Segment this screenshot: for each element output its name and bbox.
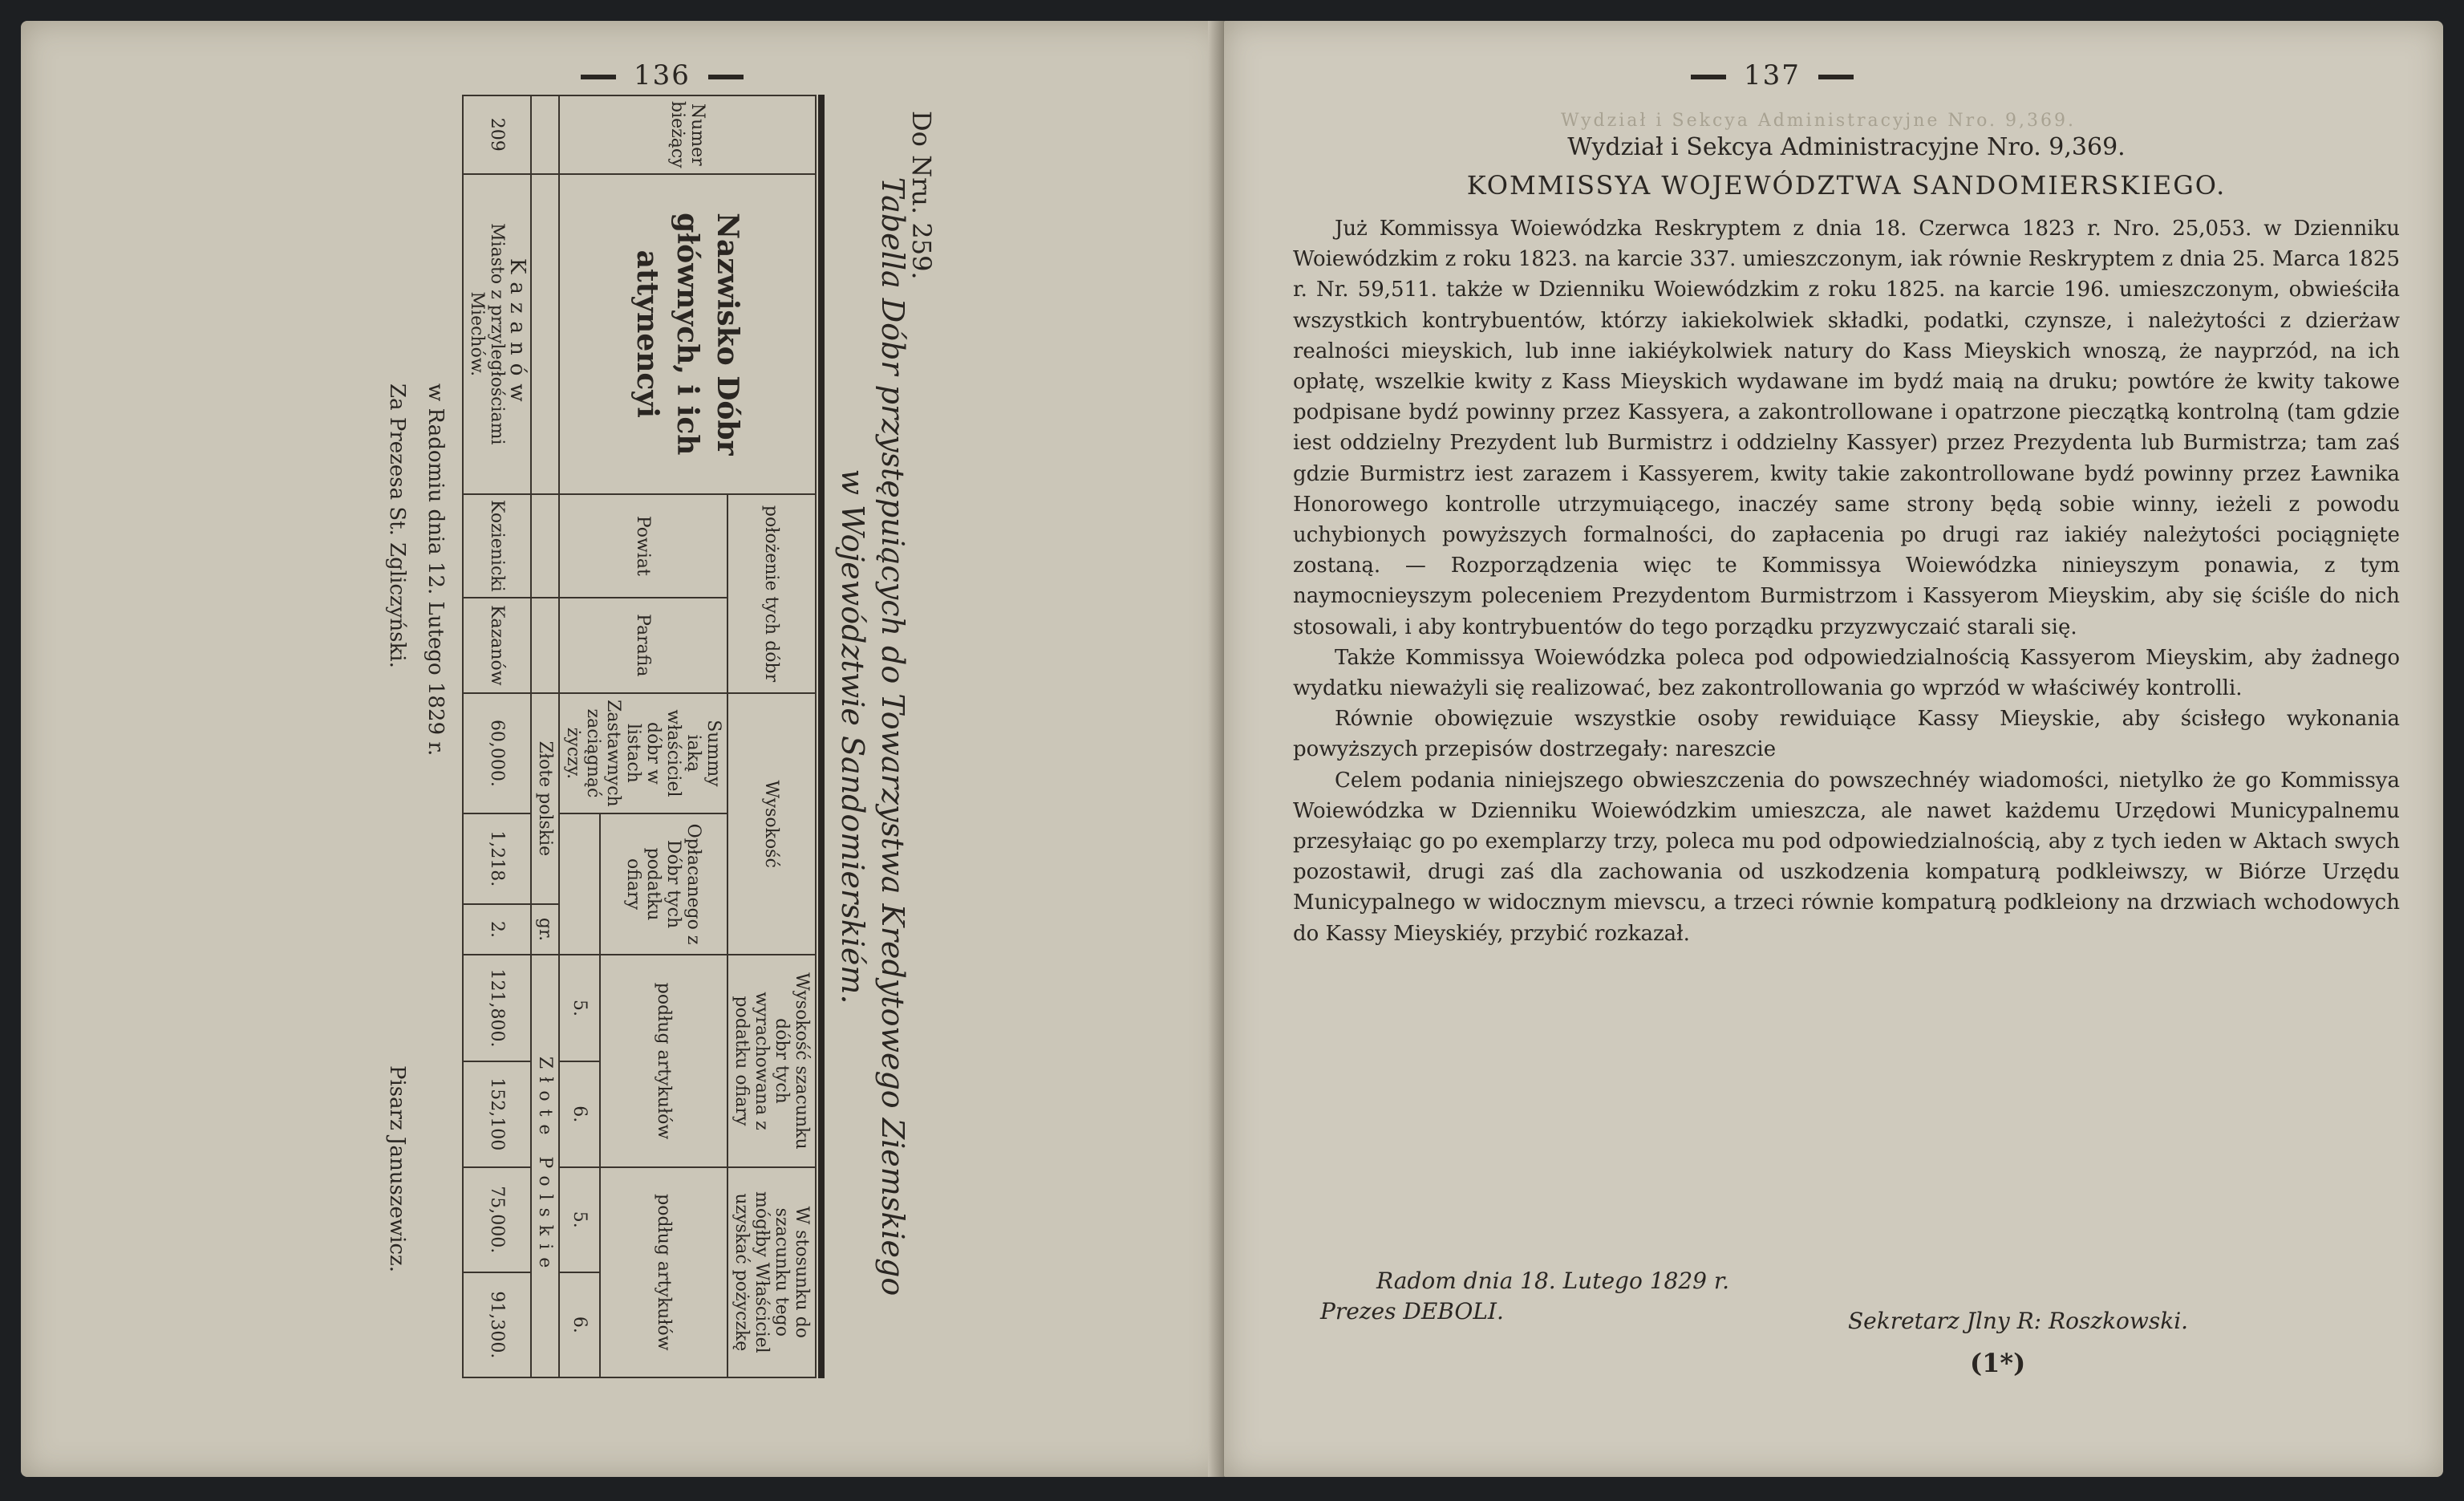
header-numer: Numer bieżący [559,95,816,174]
estates-table [462,95,817,1378]
header-summy: Summy iaką właściciel dóbr w listach Zastawnych zaciągnąć życzy. [559,693,727,813]
header-w-stosunku: W stosunku do szacunku tego mógłby Właściciel uzyskać pożyczkę [727,1167,816,1377]
signature-sekretarz: Sekretarz Jlny R: Roszkowski. [1848,1308,2189,1334]
page-number-dash [708,75,744,79]
header-podlug-5: podług artykułów [600,955,727,1166]
paragraph: Celem podania niniejszego obwieszczenia do powszechnéy wiadomości, nietylko że go Kommissya Woiewódzka w Dzienniku Woiewódzkim umieszcza, ale nawet każdemu Urzędowi Municypalnemu przesyłaiąc go po exemplarzy trzy, poleca mu pod odpowiedzialnością, aby z tych ieden w Aktach swych pozostawił, drugi zaś dla zachowania od uszkodzenia kompaturą podkleiwszy, w Biórze Urzędu Municypalnego w widocznym mievscu, a trzeci równie kompaturą podkleiony na drzwiach wchodowych do Kassy Mieyskiéy, przybić rozkazał. [1293,768,2400,946]
cell-powiat: Kozienicki [463,494,531,598]
units-gr: gr. [531,904,559,955]
paragraph: Także Kommissya Woiewódzka poleca pod odpowiedzialnością Kassyerom Mieyskim, aby żadnego wydatku nieważyli się realizować, bez zakontrollowania go wprzód w właściwéy kontrolli. [1293,645,2400,701]
left-page-number: 136 [563,59,761,91]
paragraph: Równie obowięzuie wszystkie osoby rewiduiące Kassy Mieyskie, aby ścisłego wykonania powyższych przepisów dostrzegały: nareszcie [1293,707,2400,762]
header-art-6b: 6. [559,1272,600,1377]
header-art-5b: 5. [559,1167,600,1272]
units-zlote-polskie: Złote Polskie [531,955,559,1377]
cell-estate: Kazanów Miasto z przyległościami Miechów. [463,174,531,494]
table-reference: Do Nru. 259. [906,111,937,280]
bleed-through-text: Wydział i Sekcya Administracyjne Nro. 9,369. [1561,111,2076,131]
table-title-line2: w Województwie Sandomierskiém. [835,469,870,1004]
header-empty [559,813,600,955]
section-header: Wydział i Sekcya Administracyjne Nro. 9,369. [1567,133,2126,161]
table-title [833,95,913,1378]
cell-szacunek-6: 152,100 [463,1061,531,1167]
cell-nr: 209 [463,95,531,174]
right-page [1224,21,2443,1477]
footer-place-date: w Radomiu dnia 12. Lutego 1829 r. [424,383,448,757]
right-page-number: 137 [1673,59,1871,91]
cell-pozyczka-6: 91,300. [463,1272,531,1377]
header-art-5a: 5. [559,955,600,1061]
page-number-dash [1818,75,1854,79]
units-empty [531,174,559,494]
footer-prezes: Za Prezesa St. Zgliczyński. [385,383,409,668]
units-empty [531,494,559,598]
signature-prezes: Prezes DEBOLI. [1320,1298,1504,1325]
header-nazwisko: Nazwisko Dóbr głównych, i ich attynencyi [559,174,816,494]
cell-podatek-gr: 2. [463,904,531,955]
cell-pozyczka-5: 75,000. [463,1167,531,1272]
header-parafia: Parafia [559,598,727,693]
table-title-line1: Tabella Dóbr przystępuiących do Towarzystwa Kredytowego Ziemskiego [875,176,910,1296]
units-empty [531,95,559,174]
header-oplacanego: Opłacanego z Dóbr tych podatku ofiary [600,813,727,955]
units-empty [531,598,559,693]
page-number-dash [581,75,616,79]
page-number-dash [1691,75,1726,79]
signature-mark: (1*) [1970,1348,2026,1378]
header-powiat: Powiat [559,494,727,598]
cell-summa: 60,000. [463,693,531,813]
header-polozenie: położenie tych dóbr [727,494,816,693]
header-art-6a: 6. [559,1061,600,1167]
paragraph: Już Kommissya Woiewódzka Reskryptem z dnia 18. Czerwca 1823 r. Nro. 25,053. w Dzienniku Woiewódzkim z roku 1823. na karcie 337. umieszczonym, iak równie Reskryptem z dnia 25. Marca 1825 r. Nr. 59,511. także w Dzienniku Woiewódzkim z roku 1825. na karcie 196. umieszczonym, obwieściła wszystkich kontrybuentów, którzy iakiekolwiek składki, podatki, czynsze, i należytości z dzierżaw realności mieyskich, lub inne iakiéykolwiek natury do Kass Mieyskich wnoszą, że nayprzód, na ich opłatę, wszelkie kwity z Kass Mieyskich wydawane im bydź maią na druku; powtóre że kwity takowe podpisane bydź powinny przez Kassyera, a zakontrollowane i opatrzone pieczątką kontrolną (tam gdzie iest oddzielny Prezydent lub Burmistrz i oddzielny Kassyer) przez Prezydenta lub Burmistrza; tam zaś gdzie Burmistrz iest zarazem i Kassyerem, kwity takie zakontrollowane bydź powinny przez Ławnika Honorowego kontrolle utrzymuiącego, inaczéy same strony będą sobie winny, ieżeli z powodu uchybionych powyższych formalności, do zapłacenia po drugi raz iakiéy należytości pociągnięte zostaną. — Rozporządzenia więc te Kommissya Woiewódzka ninieyszym ponawia, z tym naymocnieyszym poleceniem Prezydentom Burmistrzom i Kassyerom Mieyskim, aby się ściśle do nich stosowali, i aby kontrybuentów do tego porządku przyzwyczaić starali się. [1293,217,2400,639]
header-podlug-6: podług artykułów [600,1167,727,1377]
cell-szacunek-5: 121,800. [463,955,531,1061]
cell-podatek-zl: 1,218. [463,813,531,904]
heavy-rule [818,95,825,1378]
rotated-table-block [119,95,937,1378]
header-wysokosc: Wysokość [727,693,816,955]
footer-pisarz: Pisarz Januszewicz. [385,1065,409,1272]
document-title: KOMMISSYA WOJEWÓDZTWA SANDOMIERSKIEGO. [1466,170,2227,201]
cell-parafia: Kazanów [463,598,531,693]
units-zlote: Złote polskie [531,693,559,904]
document-body [1293,213,2400,949]
header-szacunek: Wysokość szacunku dóbr tych wyrachowana z podatku ofiary [727,955,816,1166]
signature-date: Radom dnia 18. Lutego 1829 r. [1376,1268,1730,1294]
table-row [463,95,531,1377]
